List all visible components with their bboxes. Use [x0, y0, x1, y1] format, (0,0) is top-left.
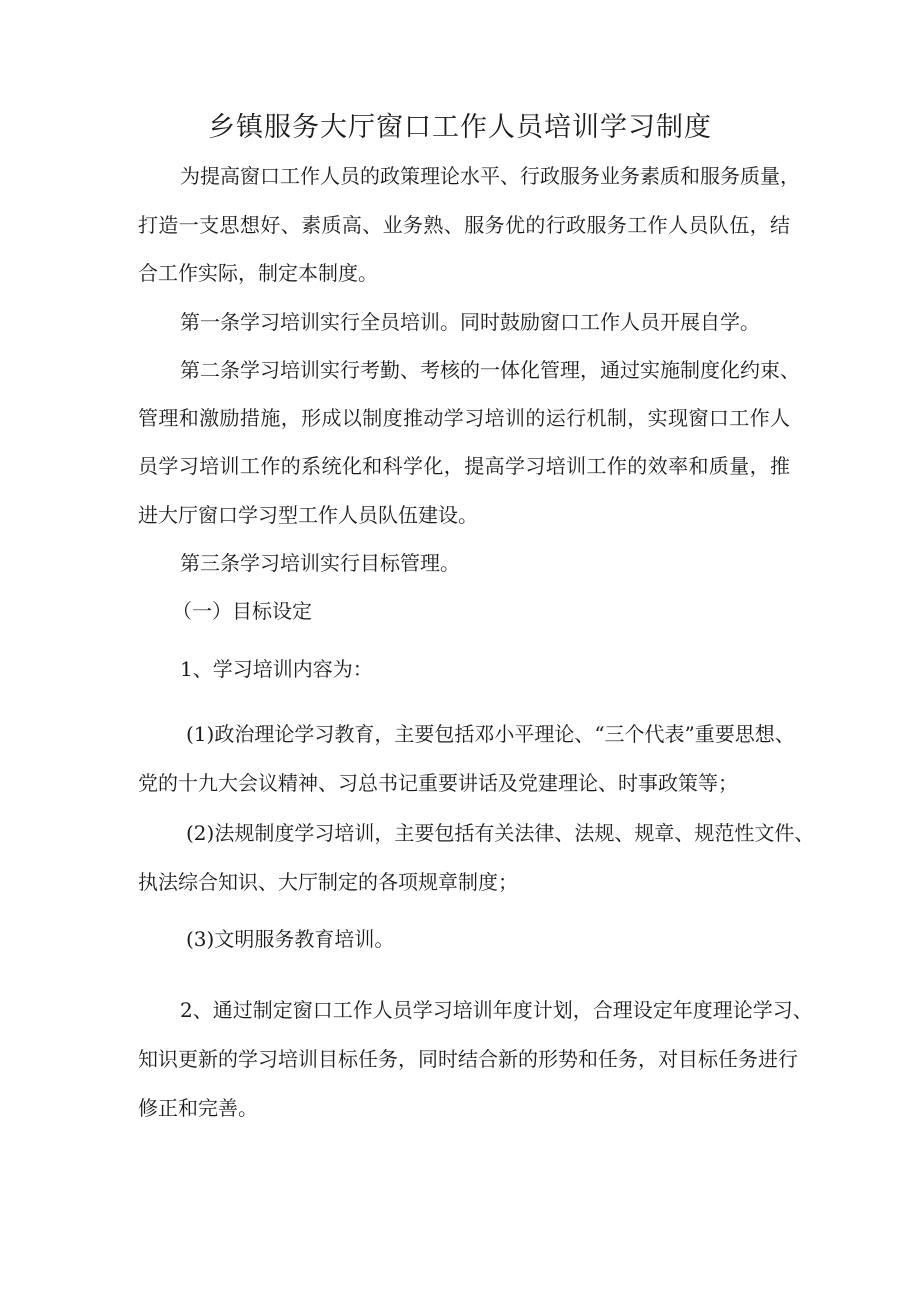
item-2-line-2: 知识更新的学习培训目标任务，同时结合新的形势和任务，对目标任务进行 — [138, 1047, 798, 1071]
item-2-line-3: 修正和完善。 — [138, 1096, 258, 1120]
article-3-line-1: 第三条学习培训实行目标管理。 — [180, 551, 460, 575]
item-2-line-1: 2、通过制定窗口工作人员学习培训年度计划，合理设定年度理论学习、 — [180, 998, 813, 1022]
article-2-line-1: 第二条学习培训实行考勤、考核的一体化管理，通过实施制度化约束、 — [180, 358, 800, 382]
intro-line-1: 为提高窗口工作人员的政策理论水平、行政服务业务素质和服务质量， — [180, 164, 800, 188]
article-2-line-4: 进大厅窗口学习型工作人员队伍建设。 — [138, 503, 478, 527]
item-1-2-line-1: (2)法规制度学习培训，主要包括有关法律、法规、规章、规范性文件、 — [186, 821, 815, 845]
article-1-line-1: 第一条学习培训实行全员培训。同时鼓励窗口工作人员开展自学。 — [180, 310, 760, 334]
section-1-heading: （一）目标设定 — [172, 599, 312, 623]
item-1-2-line-2: 执法综合知识、大厅制定的各项规章制度； — [138, 870, 518, 894]
item-1-3-line-1: (3)文明服务教育培训。 — [186, 927, 395, 951]
intro-line-2: 打造一支思想好、素质高、业务熟、服务优的行政服务工作人员队伍，结 — [138, 213, 790, 237]
article-2-line-3: 员学习培训工作的系统化和科学化，提高学习培训工作的效率和质量，推 — [138, 454, 790, 478]
item-1-1-line-2: 党的十九大会议精神、习总书记重要讲话及党建理论、时事政策等； — [138, 771, 738, 795]
document-title: 乡镇服务大厅窗口工作人员培训学习制度 — [208, 112, 712, 143]
intro-line-3: 合工作实际，制定本制度。 — [138, 261, 378, 285]
item-1-1-line-1: (1)政治理论学习教育，主要包括邓小平理论、“三个代表”重要思想、 — [186, 722, 795, 746]
item-1-line-1: 1、学习培训内容为： — [180, 657, 373, 681]
article-2-line-2: 管理和激励措施，形成以制度推动学习培训的运行机制，实现窗口工作人 — [138, 406, 790, 430]
